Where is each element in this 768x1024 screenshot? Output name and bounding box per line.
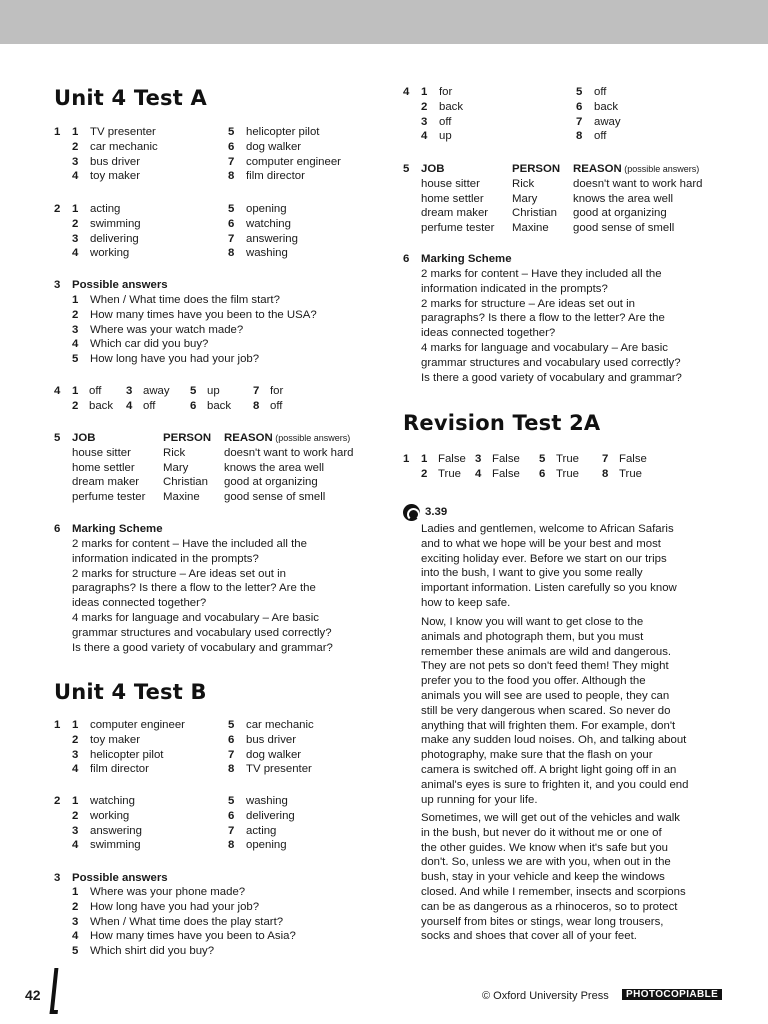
- text-line: Is there a good variety of vocabulary and grammar?: [72, 641, 333, 654]
- item-text: acting: [90, 203, 121, 215]
- item-text: up: [207, 385, 220, 397]
- text-line: They are not pets so don't feed them! They might: [421, 660, 669, 673]
- text-line: photography, make sure that the flash on your: [421, 749, 653, 762]
- copyright-notice: © Oxford University Press: [482, 990, 609, 1002]
- person-cell: Christian: [163, 476, 208, 489]
- question-number: 6: [54, 523, 61, 535]
- item-text: TV presenter: [246, 763, 312, 776]
- text-line: 2 marks for content – Have they included all the: [421, 268, 662, 280]
- item-text: answering: [90, 824, 142, 837]
- item-number: 7: [602, 453, 609, 465]
- text-line: animal's eyes is sure to frighten it, and you could end: [421, 778, 689, 791]
- item-number: 5: [228, 719, 235, 731]
- item-number: 4: [72, 930, 79, 943]
- section-heading: Marking Scheme: [72, 523, 163, 535]
- answers-grid: [421, 453, 681, 485]
- item-text: How many times have you been to Asia?: [90, 930, 296, 943]
- person-cell: Mary: [512, 192, 538, 205]
- item-text: helicopter pilot: [90, 748, 164, 761]
- column-header-job: JOB: [72, 432, 96, 444]
- item-text: back: [207, 399, 232, 412]
- item-number: 4: [72, 338, 79, 351]
- text-line: don't. So, unless we are with you, when out in the: [421, 856, 671, 869]
- job-cell: home settler: [421, 192, 484, 205]
- question-number: 5: [403, 163, 410, 175]
- item-number: 3: [72, 155, 79, 168]
- text-line: paragraphs? Is there a flow to the letter? Are the: [421, 312, 665, 325]
- section-heading: Marking Scheme: [421, 253, 512, 265]
- item-text: delivering: [246, 809, 295, 822]
- item-number: 4: [126, 399, 133, 412]
- item-text: washing: [246, 247, 288, 260]
- text-line: can be as dangerous as a rhinoceros, so to protect: [421, 900, 678, 913]
- question-number: 2: [54, 795, 61, 807]
- person-cell: Maxine: [512, 222, 549, 235]
- text-line: in the bush, but never do it without me or one of: [421, 826, 662, 839]
- item-text: swimming: [90, 839, 141, 852]
- item-text: working: [90, 809, 130, 822]
- item-number: 7: [253, 385, 260, 397]
- person-cell: Maxine: [163, 491, 200, 504]
- item-number: 6: [576, 100, 583, 113]
- item-text: False: [492, 467, 520, 480]
- job-cell: perfume tester: [421, 222, 495, 235]
- text-line: Sometimes, we will get out of the vehicles and walk: [421, 812, 680, 824]
- person-cell: Rick: [512, 177, 535, 190]
- item-number: 8: [228, 247, 235, 260]
- test-b-title: Unit 4 Test B: [54, 680, 207, 704]
- item-text: off: [143, 399, 156, 412]
- job-table: [72, 432, 372, 508]
- item-number: 3: [72, 323, 79, 336]
- item-text: False: [438, 453, 466, 465]
- item-number: 4: [72, 170, 79, 183]
- text-line: camera is switched off. A bright light going off in an: [421, 764, 677, 776]
- text-line: and to what we hope will be your best and most: [421, 537, 661, 550]
- job-cell: home settler: [72, 461, 135, 474]
- item-text: bus driver: [90, 155, 141, 168]
- item-text: off: [594, 86, 607, 98]
- item-number: 6: [228, 217, 235, 230]
- item-text: up: [439, 130, 452, 143]
- item-number: 2: [72, 733, 79, 746]
- reason-cell: good at organizing: [224, 476, 318, 489]
- text-line: information indicated in the prompts?: [72, 552, 259, 565]
- item-number: 1: [421, 453, 428, 465]
- page-bracket-mark: [50, 968, 63, 1014]
- text-line: socks and shoes that cover all of your feet.: [421, 930, 637, 943]
- reason-cell: doesn't want to work hard: [224, 446, 354, 459]
- item-text: bus driver: [246, 733, 297, 746]
- item-number: 8: [602, 467, 609, 480]
- section-heading: Possible answers: [72, 872, 168, 884]
- item-number: 8: [576, 130, 583, 143]
- job-cell: house sitter: [421, 177, 480, 190]
- reason-cell: good sense of smell: [573, 222, 675, 235]
- item-number: 5: [539, 453, 546, 465]
- item-number: 2: [72, 217, 79, 230]
- item-text: True: [438, 467, 461, 480]
- text-line: information indicated in the prompts?: [421, 282, 608, 295]
- column-header-job: JOB: [421, 163, 445, 175]
- text-line: paragraphs? Is there a flow to the letter? Are the: [72, 582, 316, 595]
- item-text: film director: [90, 763, 149, 776]
- item-text: swimming: [90, 217, 141, 230]
- question-number: 2: [54, 203, 61, 215]
- text-line: 2 marks for structure – Are ideas set out in: [421, 297, 635, 310]
- item-text: off: [594, 130, 607, 143]
- text-line: grammar structures and vocabulary used correctly?: [72, 626, 332, 639]
- answers-grid: [72, 385, 332, 417]
- item-number: 6: [539, 467, 546, 480]
- item-number: 4: [421, 130, 428, 143]
- column-header-person: PERSON: [512, 163, 561, 175]
- item-number: 7: [576, 115, 583, 128]
- text-line: 2 marks for structure – Are ideas set out in: [72, 567, 286, 580]
- section-heading: Possible answers: [72, 279, 168, 291]
- item-text: off: [89, 385, 102, 397]
- item-number: 8: [228, 170, 235, 183]
- item-text: Which car did you buy?: [90, 338, 209, 351]
- reason-cell: good at organizing: [573, 207, 667, 220]
- item-number: 7: [228, 824, 235, 837]
- text-line: important information. Listen carefully so you know: [421, 582, 677, 595]
- item-number: 3: [126, 385, 133, 397]
- text-line: grammar structures and vocabulary used correctly?: [421, 356, 681, 369]
- item-text: When / What time does the film start?: [90, 294, 280, 306]
- text-line: remember these animals are wild and dangerous.: [421, 645, 672, 658]
- item-number: 2: [72, 308, 79, 321]
- item-number: 4: [475, 467, 482, 480]
- text-line: 2 marks for content – Have the included all the: [72, 538, 307, 550]
- item-number: 7: [228, 155, 235, 168]
- text-line: Ladies and gentlemen, welcome to African Safaris: [421, 523, 674, 535]
- job-cell: house sitter: [72, 446, 131, 459]
- item-text: for: [439, 86, 453, 98]
- item-number: 2: [421, 100, 428, 113]
- column-header-reason: REASON (possible answers): [573, 163, 700, 175]
- item-number: 8: [228, 763, 235, 776]
- text-line: anything that will frighten them. For example, don't: [421, 719, 676, 732]
- item-number: 5: [228, 203, 235, 215]
- column-header-note: (possible answers): [272, 433, 351, 443]
- text-line: 4 marks for language and vocabulary – Are basic: [421, 342, 668, 354]
- item-text: answering: [246, 232, 298, 245]
- item-text: working: [90, 247, 130, 260]
- item-number: 2: [72, 399, 79, 412]
- item-text: toy maker: [90, 733, 141, 746]
- item-text: film director: [246, 170, 305, 183]
- item-text: acting: [246, 824, 277, 837]
- question-number: 3: [54, 872, 61, 884]
- item-number: 2: [72, 140, 79, 153]
- item-text: How long have you had your job?: [90, 900, 260, 913]
- item-number: 1: [72, 886, 79, 898]
- revision-title: Revision Test 2A: [403, 411, 601, 435]
- question-number: 5: [54, 432, 61, 444]
- item-text: back: [89, 399, 114, 412]
- item-text: dog walker: [246, 748, 302, 761]
- text-line: yourself from bites or stings, wear long trousers,: [421, 915, 664, 928]
- item-number: 1: [72, 126, 79, 138]
- text-line: exciting holiday ever. Before we start on our trips: [421, 552, 667, 565]
- item-number: 1: [72, 294, 79, 306]
- audio-track-number: 3.39: [425, 506, 448, 518]
- item-number: 1: [72, 719, 79, 731]
- question-number: 1: [54, 719, 61, 731]
- item-number: 7: [228, 232, 235, 245]
- text-line: 4 marks for language and vocabulary – Are basic: [72, 612, 319, 624]
- test-a-title: Unit 4 Test A: [54, 86, 207, 110]
- item-text: Which shirt did you buy?: [90, 945, 215, 958]
- item-number: 8: [253, 399, 260, 412]
- item-number: 3: [475, 453, 482, 465]
- text-line: animals and photograph them, but you must: [421, 630, 644, 643]
- photocopiable-badge: PHOTOCOPIABLE: [622, 989, 722, 1000]
- question-number: 1: [403, 453, 410, 465]
- item-text: computer engineer: [90, 719, 185, 731]
- reason-cell: knows the area well: [224, 461, 325, 474]
- item-number: 6: [228, 140, 235, 153]
- item-text: washing: [246, 795, 288, 807]
- person-cell: Rick: [163, 446, 186, 459]
- item-number: 4: [72, 763, 79, 776]
- item-text: away: [143, 385, 170, 397]
- headphones-icon: [403, 504, 420, 521]
- reason-cell: good sense of smell: [224, 491, 326, 504]
- item-number: 2: [72, 900, 79, 913]
- question-number: 3: [54, 279, 61, 291]
- item-number: 6: [228, 733, 235, 746]
- item-number: 6: [228, 809, 235, 822]
- item-text: back: [439, 100, 464, 113]
- job-cell: perfume tester: [72, 491, 146, 504]
- item-number: 1: [72, 795, 79, 807]
- text-line: how to keep safe.: [421, 597, 511, 609]
- question-number: 4: [403, 86, 410, 98]
- text-line: bush, stay in your vehicle and keep the windows: [421, 871, 665, 884]
- text-line: into the bush, I want to give you some really: [421, 567, 643, 580]
- item-number: 3: [72, 915, 79, 928]
- item-text: car mechanic: [90, 140, 158, 153]
- item-number: 5: [190, 385, 197, 397]
- job-cell: dream maker: [421, 207, 489, 220]
- text-line: the other guides. We know when it's safe but you: [421, 841, 669, 854]
- text-line: ideas connected together?: [72, 597, 207, 610]
- person-cell: Mary: [163, 461, 189, 474]
- item-number: 1: [421, 86, 428, 98]
- item-text: When / What time does the play start?: [90, 915, 284, 928]
- item-text: computer engineer: [246, 155, 341, 168]
- item-number: 2: [421, 467, 428, 480]
- item-number: 6: [190, 399, 197, 412]
- item-number: 5: [72, 945, 79, 958]
- item-number: 5: [228, 795, 235, 807]
- item-text: False: [619, 453, 647, 465]
- text-line: Is there a good variety of vocabulary and grammar?: [421, 371, 682, 384]
- item-text: off: [439, 115, 452, 128]
- reason-cell: knows the area well: [573, 192, 674, 205]
- item-number: 4: [72, 247, 79, 260]
- column-header-note: (possible answers): [621, 164, 700, 174]
- item-text: car mechanic: [246, 719, 314, 731]
- item-text: toy maker: [90, 170, 141, 183]
- item-number: 5: [576, 86, 583, 98]
- item-number: 8: [228, 839, 235, 852]
- item-number: 7: [228, 748, 235, 761]
- item-number: 4: [72, 839, 79, 852]
- item-number: 3: [72, 824, 79, 837]
- text-line: prefer you to the food you offer. Although the: [421, 675, 646, 688]
- text-line: ideas connected together?: [421, 327, 556, 340]
- item-number: 3: [421, 115, 428, 128]
- column-header-person: PERSON: [163, 432, 212, 444]
- item-text: Where was your phone made?: [90, 886, 246, 898]
- item-text: opening: [246, 203, 287, 215]
- item-number: 5: [72, 353, 79, 366]
- item-text: opening: [246, 839, 287, 852]
- item-number: 5: [228, 126, 235, 138]
- item-number: 3: [72, 748, 79, 761]
- column-header-reason: REASON (possible answers): [224, 432, 351, 444]
- item-number: 2: [72, 809, 79, 822]
- item-text: How long have you had your job?: [90, 353, 260, 366]
- reason-cell: doesn't want to work hard: [573, 177, 703, 190]
- question-number: 6: [403, 253, 410, 265]
- text-line: still be very dangerous when scared. So never do: [421, 704, 671, 717]
- item-text: dog walker: [246, 140, 302, 153]
- item-text: True: [556, 467, 579, 480]
- text-line: Now, I know you will want to get close to the: [421, 616, 644, 628]
- item-number: 1: [72, 203, 79, 215]
- item-text: How many times have you been to the USA?: [90, 308, 317, 321]
- item-text: True: [619, 467, 642, 480]
- item-text: watching: [246, 217, 291, 230]
- page-number: 42: [25, 987, 41, 1003]
- item-text: watching: [90, 795, 135, 807]
- text-line: animals you will see are used to people, they can: [421, 690, 670, 702]
- item-text: True: [556, 453, 579, 465]
- item-number: 1: [72, 385, 79, 397]
- item-text: Where was your watch made?: [90, 323, 244, 336]
- item-text: False: [492, 453, 520, 465]
- item-text: away: [594, 115, 621, 128]
- person-cell: Christian: [512, 207, 557, 220]
- job-cell: dream maker: [72, 476, 140, 489]
- text-line: up running for your life.: [421, 793, 538, 806]
- item-text: delivering: [90, 232, 139, 245]
- item-text: off: [270, 399, 283, 412]
- item-text: helicopter pilot: [246, 126, 320, 138]
- job-table: [421, 163, 721, 239]
- item-text: back: [594, 100, 619, 113]
- item-text: TV presenter: [90, 126, 156, 138]
- text-line: make any sudden loud noises. Oh, and talking about: [421, 734, 687, 747]
- text-line: closed. And while I remember, insects and scorpions: [421, 886, 686, 898]
- question-number: 4: [54, 385, 61, 397]
- top-gray-band: [0, 0, 768, 44]
- item-number: 3: [72, 232, 79, 245]
- question-number: 1: [54, 126, 61, 138]
- item-text: for: [270, 385, 284, 397]
